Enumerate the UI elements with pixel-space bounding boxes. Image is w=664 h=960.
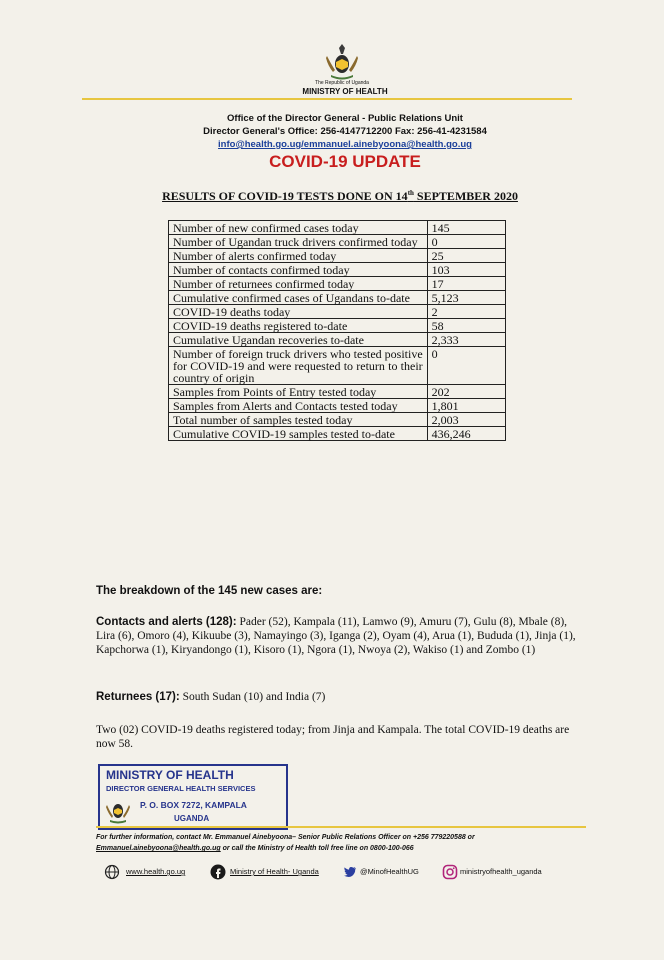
office-line: Office of the Director General - Public Relations Unit [227,113,463,124]
table-row [169,399,506,413]
table-row [169,347,506,385]
row-label: COVID-19 deaths registered to-date [169,319,428,333]
table-row [169,319,506,333]
row-value: 0 [427,235,505,249]
update-title: COVID-19 UPDATE [269,152,421,171]
table-row [169,427,506,441]
row-value: 202 [427,385,505,399]
results-title-prefix: RESULTS OF COVID-19 TESTS DONE ON 14 [162,189,408,203]
contacts-paragraph [96,615,588,657]
row-label: Cumulative COVID-19 samples tested to-date [169,427,428,441]
breakdown-heading: The breakdown of the 145 new cases are: [96,585,323,597]
stamp-line-2: DIRECTOR GENERAL HEALTH SERVICES [106,784,256,793]
further-suffix: or call the Ministry of Health toll free line on 0800-100-066 [220,845,414,852]
twitter-icon [342,864,358,880]
table-row [169,221,506,235]
row-value: 2,003 [427,413,505,427]
table-row [169,235,506,249]
stamp-line-1: MINISTRY OF HEALTH [106,768,234,782]
returnees-label: Returnees (17): [96,691,180,703]
table-row [169,413,506,427]
returnees-paragraph [96,690,588,704]
table-row [169,333,506,347]
table-row [169,305,506,319]
table-row [169,291,506,305]
results-title [120,189,560,204]
results-title-sup: th [407,189,414,197]
row-label: Cumulative confirmed cases of Ugandans to-date [169,291,428,305]
office-block [160,112,530,151]
email-link[interactable]: info@health.go.ug/emmanuel.ainebyoona@health.go.ug [218,139,472,150]
row-label: Number of returnees confirmed today [169,277,428,291]
further-info [96,832,592,854]
row-value: 103 [427,263,505,277]
table-row [169,385,506,399]
table-row [169,277,506,291]
table-row [169,263,506,277]
globe-icon [104,864,120,880]
row-label: Cumulative Ugandan recoveries to-date [169,333,428,347]
row-label: Samples from Points of Entry tested today [169,385,428,399]
returnees-text: South Sudan (10) and India (7) [179,691,326,703]
row-value: 2,333 [427,333,505,347]
contacts-text: Pader (52), Kampala (11), Lamwo (9), Amuru (7), Gulu (8), Mbale (8), Lira (6), Omoro (4), Kikuube (3), Namayingo (3), Iganga (2), Oyam (4), Arua (1), Bududa (1), Jinja (1), Kapchorwa (1), Kiryandongo (1), Kisoro (1), Ngora (1), Nwoya (2), Wakiso (1) and Zombo (1) [96,616,576,656]
footer-divider [96,826,586,828]
row-value: 25 [427,249,505,263]
row-value: 1,801 [427,399,505,413]
crest-caption: The Republic of Uganda [315,80,369,86]
row-label: Number of Ugandan truck drivers confirmed today [169,235,428,249]
row-label: Samples from Alerts and Contacts tested today [169,399,428,413]
results-table [168,220,506,441]
contact-email-link[interactable]: Emmanuel.ainebyoona@health.go.ug [96,845,221,852]
instagram-icon [442,864,458,880]
row-label: Total number of samples tested today [169,413,428,427]
row-value: 2 [427,305,505,319]
row-label: Number of contacts confirmed today [169,263,428,277]
row-value: 436,246 [427,427,505,441]
further-prefix: For further information, contact Mr. Emmanuel Ainebyoona– Senior Public Relations Officer on +256 779220588 or [96,834,475,841]
table-row [169,249,506,263]
twitter-handle[interactable]: @MinofHealthUG [360,867,419,876]
row-value: 0 [427,347,505,385]
social-links [104,864,574,880]
ministry-name: MINISTRY OF HEALTH [302,87,388,96]
stamp-crest-icon [104,796,132,824]
deaths-paragraph: Two (02) COVID-19 deaths registered today; from Jinja and Kampala. The total COVID-19 deaths are now 58. [96,724,570,750]
row-label: Number of new confirmed cases today [169,221,428,235]
facebook-link[interactable]: Ministry of Health- Uganda [230,867,319,876]
row-label: Number of foreign truck drivers who tested positive for COVID-19 and were requested to return to their country of origin [169,347,428,385]
website-link[interactable]: www.health.go.ug [126,867,186,876]
stamp-line-3: P. O. BOX 7272, KAMPALA [140,800,247,810]
row-label: Number of alerts confirmed today [169,249,428,263]
row-value: 5,123 [427,291,505,305]
uganda-coat-of-arms-icon [322,42,362,82]
header-divider [82,98,572,100]
row-value: 17 [427,277,505,291]
results-title-suffix: SEPTEMBER 2020 [413,189,518,203]
row-label: COVID-19 deaths today [169,305,428,319]
contact-line: Director General's Office: 256-4147712200 Fax: 256-41-4231584 [203,126,487,137]
facebook-icon [210,864,226,880]
row-value: 145 [427,221,505,235]
row-value: 58 [427,319,505,333]
contacts-label: Contacts and alerts (128): [96,616,237,628]
stamp-line-4: UGANDA [174,814,210,823]
instagram-handle[interactable]: ministryofhealth_uganda [460,867,542,876]
